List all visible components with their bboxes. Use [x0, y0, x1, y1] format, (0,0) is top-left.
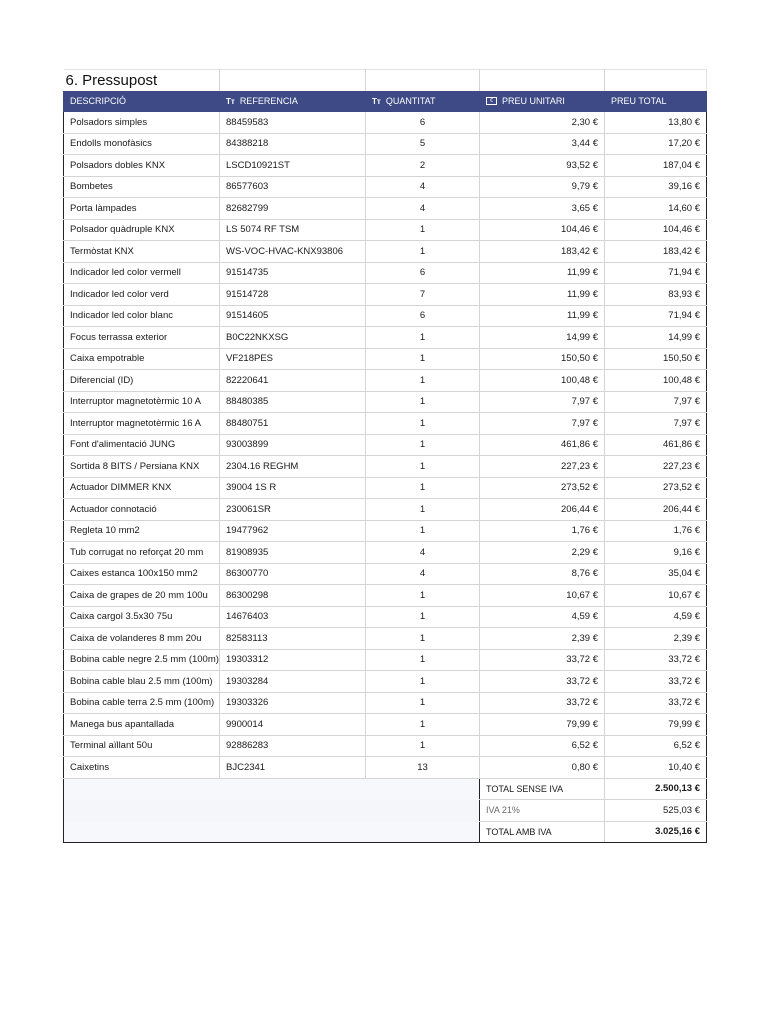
unit-price-cell[interactable]: 3,44 €: [480, 133, 605, 155]
unit-price-cell[interactable]: 11,99 €: [480, 262, 605, 284]
title-empty-cell: [480, 70, 605, 91]
total-price-cell[interactable]: 9,16 €: [605, 542, 707, 564]
table-row: [64, 671, 707, 693]
quantity-cell[interactable]: 1: [366, 477, 480, 499]
reference-cell[interactable]: 82583113: [220, 628, 366, 650]
title-empty-cell: [605, 70, 707, 91]
description-cell[interactable]: Caixa de volanderes 8 mm 20u: [64, 628, 220, 650]
reference-cell[interactable]: VF218PES: [220, 348, 366, 370]
table-row: [64, 735, 707, 757]
description-cell[interactable]: Interruptor magnetotèrmic 16 A: [64, 413, 220, 435]
table-row: [64, 434, 707, 456]
total-price-cell[interactable]: 10,40 €: [605, 757, 707, 779]
totals-spacer: [64, 800, 480, 822]
unit-price-cell[interactable]: 206,44 €: [480, 499, 605, 521]
unit-price-cell[interactable]: 2,30 €: [480, 112, 605, 134]
total-price-cell[interactable]: 35,04 €: [605, 563, 707, 585]
quantity-cell[interactable]: 4: [366, 542, 480, 564]
table-row: [64, 649, 707, 671]
total-price-cell[interactable]: 17,20 €: [605, 133, 707, 155]
quantity-cell[interactable]: 1: [366, 241, 480, 263]
totals-value[interactable]: 3.025,16 €: [605, 821, 707, 843]
total-price-cell[interactable]: 14,60 €: [605, 198, 707, 220]
unit-price-cell[interactable]: 7,97 €: [480, 391, 605, 413]
quantity-cell[interactable]: 4: [366, 198, 480, 220]
unit-price-cell[interactable]: 14,99 €: [480, 327, 605, 349]
description-cell[interactable]: Indicador led color blanc: [64, 305, 220, 327]
total-price-cell[interactable]: 7,97 €: [605, 413, 707, 435]
total-price-cell[interactable]: 4,59 €: [605, 606, 707, 628]
table-row: [64, 628, 707, 650]
unit-price-cell[interactable]: 183,42 €: [480, 241, 605, 263]
reference-cell[interactable]: WS-VOC-HVAC-KNX93806: [220, 241, 366, 263]
quantity-cell[interactable]: 1: [366, 348, 480, 370]
reference-cell[interactable]: B0C22NKXSG: [220, 327, 366, 349]
reference-cell[interactable]: 91514735: [220, 262, 366, 284]
reference-cell[interactable]: 86300770: [220, 563, 366, 585]
column-header-descripcio[interactable]: [64, 91, 220, 112]
reference-cell[interactable]: 84388218: [220, 133, 366, 155]
totals-spacer: [64, 778, 480, 800]
unit-price-cell[interactable]: 150,50 €: [480, 348, 605, 370]
unit-price-cell[interactable]: 7,97 €: [480, 413, 605, 435]
column-header-label: REFERENCIA: [239, 95, 298, 106]
description-cell[interactable]: Diferencial (ID): [64, 370, 220, 392]
totals-label: TOTAL SENSE IVA: [480, 778, 605, 800]
description-cell[interactable]: Caixa cargol 3.5x30 75u: [64, 606, 220, 628]
column-header-label: PREU TOTAL: [611, 95, 667, 106]
unit-price-cell[interactable]: 2,39 €: [480, 628, 605, 650]
quantity-cell[interactable]: 1: [366, 499, 480, 521]
unit-price-cell[interactable]: 33,72 €: [480, 692, 605, 714]
quantity-cell[interactable]: 4: [366, 563, 480, 585]
column-header-preu-total[interactable]: [605, 91, 707, 112]
description-cell[interactable]: Indicador led color verd: [64, 284, 220, 306]
description-cell[interactable]: Caixa de grapes de 20 mm 100u: [64, 585, 220, 607]
totals-spacer: [64, 821, 480, 843]
unit-price-cell[interactable]: 0,80 €: [480, 757, 605, 779]
total-price-cell[interactable]: 71,94 €: [605, 262, 707, 284]
unit-price-cell[interactable]: 3,65 €: [480, 198, 605, 220]
totals-value[interactable]: 2.500,13 €: [605, 778, 707, 800]
table-row: [64, 477, 707, 499]
description-cell[interactable]: Regleta 10 mm2: [64, 520, 220, 542]
currency-icon: €: [486, 97, 497, 105]
table-row: [64, 714, 707, 736]
total-price-cell[interactable]: 33,72 €: [605, 692, 707, 714]
quantity-cell[interactable]: 6: [366, 305, 480, 327]
table-row: [64, 241, 707, 263]
reference-cell[interactable]: 86300298: [220, 585, 366, 607]
table-row: [64, 563, 707, 585]
unit-price-cell[interactable]: 227,23 €: [480, 456, 605, 478]
quantity-cell[interactable]: 1: [366, 628, 480, 650]
description-cell[interactable]: Actuador connotació: [64, 499, 220, 521]
description-cell[interactable]: Manega bus apantallada: [64, 714, 220, 736]
table-row: [64, 284, 707, 306]
reference-cell[interactable]: 88459583: [220, 112, 366, 134]
description-cell[interactable]: Interruptor magnetotèrmic 10 A: [64, 391, 220, 413]
unit-price-cell[interactable]: 104,46 €: [480, 219, 605, 241]
total-price-cell[interactable]: 79,99 €: [605, 714, 707, 736]
reference-cell[interactable]: 19303284: [220, 671, 366, 693]
quantity-cell[interactable]: 2: [366, 155, 480, 177]
table-row: [64, 348, 707, 370]
totals-row: [64, 821, 707, 843]
table-row: [64, 692, 707, 714]
quantity-cell[interactable]: 13: [366, 757, 480, 779]
unit-price-cell[interactable]: 1,76 €: [480, 520, 605, 542]
unit-price-cell[interactable]: 6,52 €: [480, 735, 605, 757]
total-price-cell[interactable]: 13,80 €: [605, 112, 707, 134]
quantity-cell[interactable]: 7: [366, 284, 480, 306]
total-price-cell[interactable]: 33,72 €: [605, 671, 707, 693]
reference-cell[interactable]: 14676403: [220, 606, 366, 628]
total-price-cell[interactable]: 206,44 €: [605, 499, 707, 521]
quantity-cell[interactable]: 5: [366, 133, 480, 155]
description-cell[interactable]: Caixa empotrable: [64, 348, 220, 370]
total-price-cell[interactable]: 187,04 €: [605, 155, 707, 177]
reference-cell[interactable]: 81908935: [220, 542, 366, 564]
description-cell[interactable]: Porta làmpades: [64, 198, 220, 220]
unit-price-cell[interactable]: 33,72 €: [480, 671, 605, 693]
total-price-cell[interactable]: 6,52 €: [605, 735, 707, 757]
table-row: [64, 327, 707, 349]
description-cell[interactable]: Sortida 8 BITS / Persiana KNX: [64, 456, 220, 478]
table-row: [64, 370, 707, 392]
title-row: [64, 70, 707, 91]
total-price-cell[interactable]: 461,86 €: [605, 434, 707, 456]
table-row: [64, 305, 707, 327]
quantity-cell[interactable]: 1: [366, 413, 480, 435]
unit-price-cell[interactable]: 4,59 €: [480, 606, 605, 628]
unit-price-cell[interactable]: 9,79 €: [480, 176, 605, 198]
quantity-cell[interactable]: 1: [366, 456, 480, 478]
description-cell[interactable]: Terminal aïllant 50u: [64, 735, 220, 757]
totals-row: [64, 800, 707, 822]
total-price-cell[interactable]: 183,42 €: [605, 241, 707, 263]
reference-cell[interactable]: 92886283: [220, 735, 366, 757]
reference-cell[interactable]: 91514605: [220, 305, 366, 327]
description-cell[interactable]: Polsador quàdruple KNX: [64, 219, 220, 241]
total-price-cell[interactable]: 273,52 €: [605, 477, 707, 499]
text-type-icon: Tᴛ: [226, 96, 235, 106]
reference-cell[interactable]: 19303326: [220, 692, 366, 714]
quantity-cell[interactable]: 1: [366, 434, 480, 456]
unit-price-cell[interactable]: 461,86 €: [480, 434, 605, 456]
reference-cell[interactable]: 91514728: [220, 284, 366, 306]
description-cell[interactable]: Polsadors simples: [64, 112, 220, 134]
column-header-label: QUANTITAT: [385, 95, 436, 106]
table-row: [64, 155, 707, 177]
description-cell[interactable]: Bobina cable negre 2.5 mm (100m): [64, 649, 220, 671]
reference-cell[interactable]: 9900014: [220, 714, 366, 736]
table-row: [64, 499, 707, 521]
quantity-cell[interactable]: 4: [366, 176, 480, 198]
reference-cell[interactable]: 82220641: [220, 370, 366, 392]
reference-cell[interactable]: LSCD10921ST: [220, 155, 366, 177]
column-header-referencia[interactable]: [220, 91, 366, 112]
quantity-cell[interactable]: 6: [366, 262, 480, 284]
totals-value[interactable]: 525,03 €: [605, 800, 707, 822]
total-price-cell[interactable]: 104,46 €: [605, 219, 707, 241]
total-price-cell[interactable]: 1,76 €: [605, 520, 707, 542]
description-cell[interactable]: Termòstat KNX: [64, 241, 220, 263]
table-row: [64, 606, 707, 628]
quantity-cell[interactable]: 1: [366, 370, 480, 392]
table-row: [64, 133, 707, 155]
table-row: [64, 413, 707, 435]
table-row: [64, 585, 707, 607]
table-header-row: [64, 91, 707, 112]
unit-price-cell[interactable]: 2,29 €: [480, 542, 605, 564]
column-header-quantitat[interactable]: [366, 91, 480, 112]
quantity-cell[interactable]: 1: [366, 671, 480, 693]
reference-cell[interactable]: 19477962: [220, 520, 366, 542]
quantity-cell[interactable]: 1: [366, 327, 480, 349]
unit-price-cell[interactable]: 100,48 €: [480, 370, 605, 392]
text-type-icon: Tᴛ: [372, 96, 381, 106]
description-cell[interactable]: Endolls monofàsics: [64, 133, 220, 155]
total-price-cell[interactable]: 7,97 €: [605, 391, 707, 413]
quantity-cell[interactable]: 1: [366, 692, 480, 714]
title-empty-cell: [366, 70, 480, 91]
total-price-cell[interactable]: 33,72 €: [605, 649, 707, 671]
description-cell[interactable]: Bobina cable terra 2.5 mm (100m): [64, 692, 220, 714]
description-cell[interactable]: Polsadors dobles KNX: [64, 155, 220, 177]
total-price-cell[interactable]: 2,39 €: [605, 628, 707, 650]
quantity-cell[interactable]: 1: [366, 714, 480, 736]
reference-cell[interactable]: 230061SR: [220, 499, 366, 521]
quantity-cell[interactable]: 1: [366, 735, 480, 757]
total-price-cell[interactable]: 14,99 €: [605, 327, 707, 349]
unit-price-cell[interactable]: 10,67 €: [480, 585, 605, 607]
unit-price-cell[interactable]: 79,99 €: [480, 714, 605, 736]
table-row: [64, 112, 707, 134]
table-row: [64, 456, 707, 478]
quantity-cell[interactable]: 1: [366, 606, 480, 628]
reference-cell[interactable]: 82682799: [220, 198, 366, 220]
description-cell[interactable]: Bobina cable blau 2.5 mm (100m): [64, 671, 220, 693]
reference-cell[interactable]: 19303312: [220, 649, 366, 671]
unit-price-cell[interactable]: 33,72 €: [480, 649, 605, 671]
unit-price-cell[interactable]: 11,99 €: [480, 284, 605, 306]
quantity-cell[interactable]: 1: [366, 649, 480, 671]
totals-label: IVA 21%: [480, 800, 605, 822]
total-price-cell[interactable]: 71,94 €: [605, 305, 707, 327]
reference-cell[interactable]: 39004 1S R: [220, 477, 366, 499]
description-cell[interactable]: Caixetins: [64, 757, 220, 779]
total-price-cell[interactable]: 100,48 €: [605, 370, 707, 392]
budget-table: [63, 69, 707, 843]
reference-cell[interactable]: 2304.16 REGHM: [220, 456, 366, 478]
table-row: [64, 391, 707, 413]
total-price-cell[interactable]: 150,50 €: [605, 348, 707, 370]
reference-cell[interactable]: BJC2341: [220, 757, 366, 779]
quantity-cell[interactable]: 1: [366, 585, 480, 607]
table-row: [64, 757, 707, 779]
total-price-cell[interactable]: 39,16 €: [605, 176, 707, 198]
table-row: [64, 262, 707, 284]
quantity-cell[interactable]: 1: [366, 520, 480, 542]
table-row: [64, 542, 707, 564]
totals-row: [64, 778, 707, 800]
page-title: 6. Pressupost: [64, 70, 220, 91]
quantity-cell[interactable]: 1: [366, 391, 480, 413]
quantity-cell[interactable]: 1: [366, 219, 480, 241]
quantity-cell[interactable]: 6: [366, 112, 480, 134]
description-cell[interactable]: Caixes estanca 100x150 mm2: [64, 563, 220, 585]
total-price-cell[interactable]: 227,23 €: [605, 456, 707, 478]
unit-price-cell[interactable]: 273,52 €: [480, 477, 605, 499]
table-row: [64, 198, 707, 220]
reference-cell[interactable]: LS 5074 RF TSM: [220, 219, 366, 241]
column-header-label: DESCRIPCIÓ: [70, 95, 127, 106]
table-row: [64, 520, 707, 542]
description-cell[interactable]: Font d'alimentació JUNG: [64, 434, 220, 456]
table-row: [64, 219, 707, 241]
unit-price-cell[interactable]: 93,52 €: [480, 155, 605, 177]
column-header-label: PREU UNITARI: [502, 95, 565, 106]
description-cell[interactable]: Focus terrassa exterior: [64, 327, 220, 349]
reference-cell[interactable]: 93003899: [220, 434, 366, 456]
unit-price-cell[interactable]: 11,99 €: [480, 305, 605, 327]
title-empty-cell: [220, 70, 366, 91]
column-header-preu-unitari[interactable]: [480, 91, 605, 112]
reference-cell[interactable]: 86577603: [220, 176, 366, 198]
unit-price-cell[interactable]: 8,76 €: [480, 563, 605, 585]
description-cell[interactable]: Actuador DIMMER KNX: [64, 477, 220, 499]
reference-cell[interactable]: 88480385: [220, 391, 366, 413]
totals-label: TOTAL AMB IVA: [480, 821, 605, 843]
total-price-cell[interactable]: 83,93 €: [605, 284, 707, 306]
description-cell[interactable]: Bombetes: [64, 176, 220, 198]
description-cell[interactable]: Tub corrugat no reforçat 20 mm: [64, 542, 220, 564]
total-price-cell[interactable]: 10,67 €: [605, 585, 707, 607]
description-cell[interactable]: Indicador led color vermell: [64, 262, 220, 284]
reference-cell[interactable]: 88480751: [220, 413, 366, 435]
table-row: [64, 176, 707, 198]
